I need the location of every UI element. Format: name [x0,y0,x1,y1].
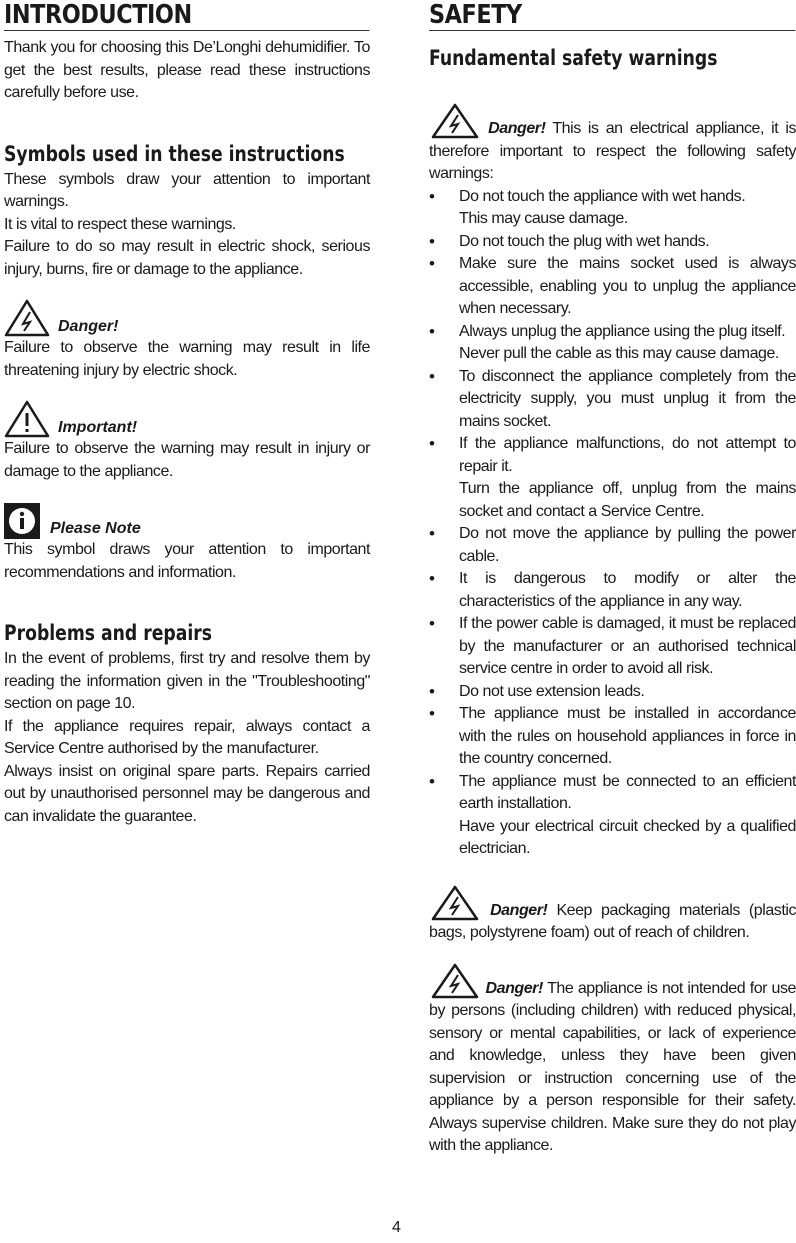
lightning-warning-icon [429,885,481,921]
list-item: • Do not touch the plug with wet hands. [429,231,796,254]
symbols-text-1: These symbols draw your attention to important warnings. [4,170,370,210]
list-item: • The appliance must be installed in accordance with the rules on household appliances in force in the country concerned. [429,703,796,771]
fundamental-heading: Fundamental safety warnings [429,46,718,70]
list-item: • Make sure the mains socket used is always accessible, enabling you to unplug the appliance when necessary. [429,253,796,321]
danger1-block [429,103,796,186]
list-item: • Do not move the appliance by pulling the power cable. [429,523,796,568]
symbols-text-2: It is vital to respect these warnings. [4,215,236,233]
safety-bullet-list [429,186,796,861]
danger3-text: The appliance is not intended for use by persons (including children) with reduced physical, sensory or mental capabilities, or lack of experience and knowledge, unless they have been given supervision or instruction concerning use of the appliance by a person responsible for their safety. Always supervise children. Make sure they do not play with the appliance. [429,979,796,1154]
important-symbol-row [4,400,370,438]
list-item: • Do not touch the appliance with wet hands. This may cause damage. [429,186,796,231]
danger1-label: Danger! [488,120,546,137]
danger-label: Danger! [58,318,119,335]
page-number: 4 [392,1219,401,1236]
exclamation-warning-icon [4,400,50,438]
list-item: • The appliance must be connected to an efficient earth installation. Have your electrical circuit checked by a qualified electrician. [429,771,796,861]
important-text: Failure to observe the warning may result in injury or damage to the appliance. [4,440,370,480]
lightning-warning-icon [429,963,481,999]
right-column [429,0,796,1158]
list-item: • If the appliance malfunctions, do not attempt to repair it. Turn the appliance off, unplug from the mains socket and contact a Service Centre. [429,433,796,523]
intro-heading: INTRODUCTION [4,0,369,31]
problems-heading: Problems and repairs [4,621,213,645]
list-item: • Do not use extension leads. [429,681,796,704]
problems-text-1: In the event of problems, first try and resolve them by reading the information given in the "Troubleshooting" section on page 10. [4,650,370,712]
note-symbol-row [4,503,370,539]
list-item: • Always unplug the appliance using the plug itself. Never pull the cable as this may cause damage. [429,321,796,366]
lightning-warning-icon [429,103,481,139]
important-label: Important! [58,419,138,436]
symbols-heading: Symbols used in these instructions [4,141,345,166]
note-label: Please Note [50,520,141,537]
danger-text: Failure to observe the warning may result in life threatening injury by electric shock. [4,339,370,379]
intro-text: Thank you for choosing this De’Longhi dehumidifier. To get the best results, please read these instructions carefully before use. [4,39,370,101]
lightning-warning-icon [4,299,50,337]
list-item: • To disconnect the appliance completely from the electricity supply, you must unplug it from the mains socket. [429,366,796,434]
symbols-text-3: Failure to do so may result in electric shock, serious injury, burns, fire or damage to the appliance. [4,238,370,278]
safety-heading: SAFETY [429,0,795,31]
list-item: • If the power cable is damaged, it must be replaced by the manufacturer or an authorised technical service centre in order to avoid all risk. [429,613,796,681]
left-column [4,0,370,828]
danger3-label: Danger! [485,979,543,997]
danger1-text: This is an electrical appliance, it is therefore important to respect the following safety warnings: [429,120,796,182]
problems-text-2: If the appliance requires repair, always contact a Service Centre authorised by the manufacturer. [4,717,370,757]
info-icon [4,503,40,539]
danger2-block [429,885,796,945]
danger2-label: Danger! [490,901,548,919]
danger3-block [429,963,796,1158]
note-text: This symbol draws your attention to important recommendations and information. [4,541,370,581]
danger-symbol-row [4,299,370,337]
danger2-text: Keep packaging materials (plastic bags, polystyrene foam) out of reach of children. [429,901,796,941]
problems-text-3: Always insist on original spare parts. Repairs carried out by unauthorised personnel may be dangerous and can invalidate the guarantee. [4,762,370,825]
list-item: • It is dangerous to modify or alter the characteristics of the appliance in any way. [429,568,796,613]
